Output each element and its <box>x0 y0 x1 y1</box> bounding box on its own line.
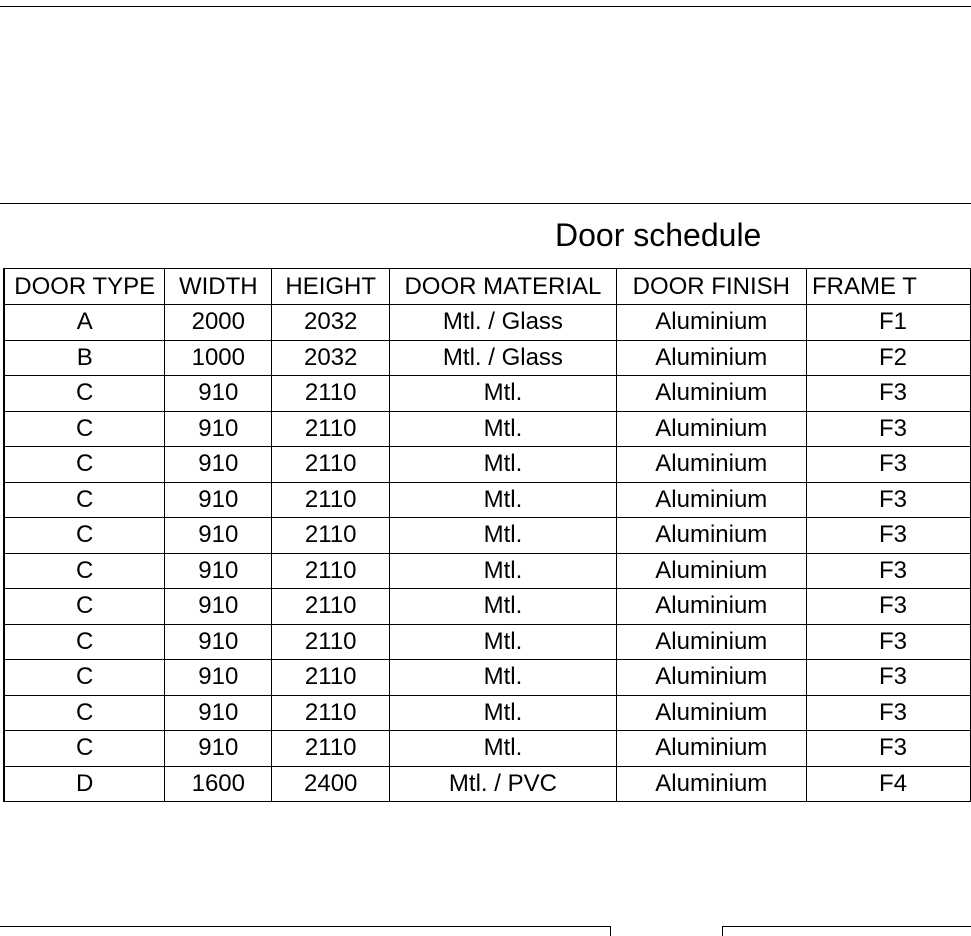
cell-door-material: Mtl. <box>390 482 616 518</box>
cell-door-finish: Aluminium <box>616 447 806 483</box>
schedule-top-line <box>0 203 971 204</box>
table-row <box>5 340 971 376</box>
cell-width: 910 <box>165 482 272 518</box>
cell-door-finish: Aluminium <box>616 695 806 731</box>
cell-frame-type: F3 <box>806 411 970 447</box>
table-row <box>5 553 971 589</box>
cell-door-material: Mtl. <box>390 447 616 483</box>
cell-frame-type: F3 <box>806 376 970 412</box>
cell-door-type: C <box>5 411 165 447</box>
header-frame-type: FRAME T <box>806 269 970 305</box>
cell-door-material: Mtl. <box>390 411 616 447</box>
cell-door-type: C <box>5 731 165 767</box>
cell-frame-type: F4 <box>806 766 970 802</box>
cell-height: 2110 <box>272 447 390 483</box>
table-row <box>5 411 971 447</box>
cell-width: 2000 <box>165 305 272 341</box>
header-height: HEIGHT <box>272 269 390 305</box>
cell-width: 910 <box>165 589 272 625</box>
cell-door-material: Mtl. <box>390 624 616 660</box>
header-door-type: DOOR TYPE <box>5 269 165 305</box>
cell-height: 2032 <box>272 340 390 376</box>
cell-frame-type: F3 <box>806 482 970 518</box>
cell-door-type: C <box>5 589 165 625</box>
table-body <box>5 305 971 802</box>
cell-frame-type: F3 <box>806 731 970 767</box>
cell-door-type: B <box>5 340 165 376</box>
cell-frame-type: F3 <box>806 695 970 731</box>
cell-width: 910 <box>165 518 272 554</box>
door-schedule-table <box>4 268 971 802</box>
cell-height: 2110 <box>272 482 390 518</box>
cell-door-material: Mtl. <box>390 731 616 767</box>
cell-height: 2110 <box>272 376 390 412</box>
table-row <box>5 731 971 767</box>
header-width: WIDTH <box>165 269 272 305</box>
cell-door-finish: Aluminium <box>616 305 806 341</box>
cell-height: 2110 <box>272 411 390 447</box>
cell-width: 1600 <box>165 766 272 802</box>
cell-door-finish: Aluminium <box>616 660 806 696</box>
cell-door-material: Mtl. <box>390 376 616 412</box>
cell-height: 2110 <box>272 660 390 696</box>
cell-door-type: C <box>5 518 165 554</box>
cell-door-finish: Aluminium <box>616 376 806 412</box>
cell-door-finish: Aluminium <box>616 766 806 802</box>
cell-width: 910 <box>165 624 272 660</box>
cell-frame-type: F3 <box>806 624 970 660</box>
table-row <box>5 695 971 731</box>
table-header-row <box>5 269 971 305</box>
cell-height: 2110 <box>272 553 390 589</box>
table-row <box>5 305 971 341</box>
header-door-material: DOOR MATERIAL <box>390 269 616 305</box>
cell-door-finish: Aluminium <box>616 624 806 660</box>
cell-width: 910 <box>165 553 272 589</box>
table-row <box>5 589 971 625</box>
cell-door-type: C <box>5 447 165 483</box>
header-door-finish: DOOR FINISH <box>616 269 806 305</box>
cell-door-finish: Aluminium <box>616 340 806 376</box>
cell-frame-type: F3 <box>806 553 970 589</box>
cell-frame-type: F3 <box>806 589 970 625</box>
cell-height: 2400 <box>272 766 390 802</box>
cell-frame-type: F1 <box>806 305 970 341</box>
cell-door-type: C <box>5 660 165 696</box>
cell-door-type: D <box>5 766 165 802</box>
cell-door-material: Mtl. <box>390 589 616 625</box>
cell-door-type: A <box>5 305 165 341</box>
cell-door-type: C <box>5 695 165 731</box>
cell-height: 2110 <box>272 518 390 554</box>
cell-door-finish: Aluminium <box>616 518 806 554</box>
cell-height: 2110 <box>272 624 390 660</box>
schedule-title: Door schedule <box>555 217 762 253</box>
cell-frame-type: F3 <box>806 518 970 554</box>
cell-width: 910 <box>165 411 272 447</box>
table-row <box>5 518 971 554</box>
table-row <box>5 482 971 518</box>
cell-door-material: Mtl. <box>390 553 616 589</box>
cell-door-material: Mtl. <box>390 660 616 696</box>
cell-width: 910 <box>165 447 272 483</box>
cell-frame-type: F3 <box>806 447 970 483</box>
cell-door-material: Mtl. / Glass <box>390 340 616 376</box>
cell-door-material: Mtl. / PVC <box>390 766 616 802</box>
cell-width: 910 <box>165 660 272 696</box>
table-row <box>5 660 971 696</box>
cell-door-type: C <box>5 553 165 589</box>
cell-width: 910 <box>165 695 272 731</box>
cell-door-finish: Aluminium <box>616 482 806 518</box>
bottom-right-box <box>722 926 971 936</box>
cell-width: 910 <box>165 731 272 767</box>
top-border-line <box>0 6 971 7</box>
cell-door-type: C <box>5 624 165 660</box>
cell-door-finish: Aluminium <box>616 553 806 589</box>
cell-frame-type: F2 <box>806 340 970 376</box>
cell-door-finish: Aluminium <box>616 589 806 625</box>
cell-width: 1000 <box>165 340 272 376</box>
cell-door-type: C <box>5 376 165 412</box>
cell-height: 2110 <box>272 589 390 625</box>
cell-frame-type: F3 <box>806 660 970 696</box>
cell-door-type: C <box>5 482 165 518</box>
cell-door-finish: Aluminium <box>616 731 806 767</box>
cell-door-material: Mtl. / Glass <box>390 305 616 341</box>
cell-door-finish: Aluminium <box>616 411 806 447</box>
bottom-left-box <box>0 926 611 936</box>
cell-door-material: Mtl. <box>390 695 616 731</box>
cell-height: 2110 <box>272 731 390 767</box>
cell-width: 910 <box>165 376 272 412</box>
cell-door-material: Mtl. <box>390 518 616 554</box>
table-row <box>5 376 971 412</box>
cell-height: 2032 <box>272 305 390 341</box>
table-row <box>5 766 971 802</box>
table-row <box>5 624 971 660</box>
cell-height: 2110 <box>272 695 390 731</box>
table-row <box>5 447 971 483</box>
